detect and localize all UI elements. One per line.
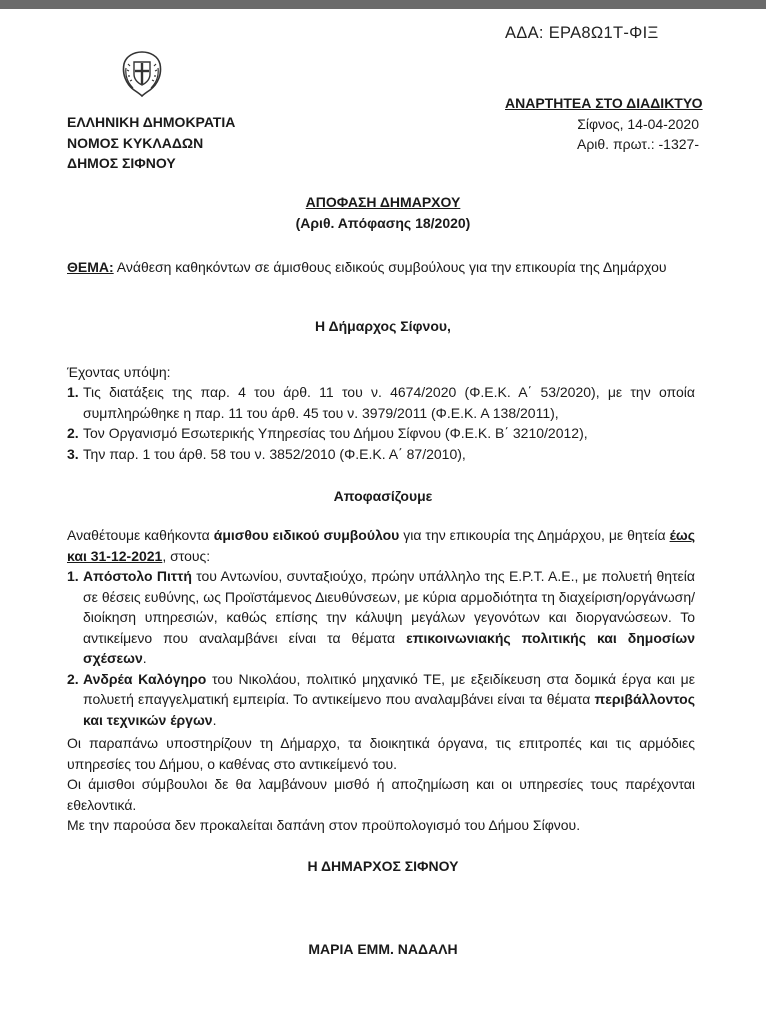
assignment-text: για την επικουρία της Δημάρχου, με θητεία xyxy=(399,527,670,543)
issuer-municipality: ΔΗΜΟΣ ΣΙΦΝΟΥ xyxy=(67,155,176,171)
considering-intro: Έχοντας υπόψη: xyxy=(67,364,171,380)
advisor-item xyxy=(67,669,695,731)
closing-paragraph: Οι παραπάνω υποστηρίζουν τη Δήμαρχο, τα διοικητικά όργανα, τις επιτροπές και τις αρμόδιες υπηρεσίες του Δήμου, ο καθένας στο αντικείμενό του. xyxy=(67,735,695,772)
term-end-date: έως και 31-12-2021 xyxy=(67,527,695,564)
advisor-item xyxy=(67,566,695,669)
document-meta xyxy=(505,93,703,155)
item-number: 3. xyxy=(67,445,79,462)
item-text: Την παρ. 1 του άρθ. 58 του ν. 3852/2010 (Φ.Ε.Κ. Α΄ 87/2010), xyxy=(83,445,466,462)
advisor-description: του Αντωνίου, συνταξιούχο, πρώην υπάλληλο της Ε.Ρ.Τ. Α.Ε., με πολυετή θητεία σε θέσεις ευθύνης, ως Προϊστάμενος Διευθύνσεων, με κύρια αρμοδιότητα τη διαχείριση/οργάνωση/διοίκηση υπηρεσιών, καθώς επίσης την κάλυψη μεγάλων γεγονότων και διοργανώσεων. Το αντικείμενο που αναλαμβάνει είναι τα θέματα xyxy=(83,568,695,646)
closing-paragraph: Οι άμισθοι σύμβουλοι δε θα λαμβάνουν μισθό ή αποζημίωση και οι υπηρεσίες τους παρέχονται εθελοντικά. xyxy=(67,776,695,813)
subject-label: ΘΕΜΑ: xyxy=(67,259,114,275)
decision-title: ΑΠΟΦΑΣΗ ΔΗΜΑΡΧΟΥ xyxy=(305,194,461,210)
closing-paragraph: Με την παρούσα δεν προκαλείται δαπάνη στον προϋπολογισμό του Δήμου Σίφνου. xyxy=(67,817,581,833)
subject-paragraph xyxy=(67,257,695,278)
protocol-number: Αριθ. πρωτ.: -1327- xyxy=(576,136,699,152)
decide-heading: Αποφασίζουμε xyxy=(333,488,433,504)
item-text: Τον Οργανισμό Εσωτερικής Υπηρεσίας του Δήμου Σίφνου (Φ.Ε.Κ. Β΄ 3210/2012), xyxy=(83,425,588,441)
advisor-area: περιβάλλοντος και τεχνικών έργων xyxy=(83,691,695,728)
mayor-heading: Η Δήμαρχος Σίφνου, xyxy=(315,318,451,334)
advisor-name: Ανδρέα Καλόγηρο xyxy=(83,670,207,687)
issuer-country: ΕΛΛΗΝΙΚΗ ΔΗΜΟΚΡΑΤΙΑ xyxy=(67,114,236,130)
closing-paragraphs xyxy=(67,733,695,836)
subject-text: Ανάθεση καθηκόντων σε άμισθους ειδικούς συμβούλους για την επικουρία της Δημάρχου xyxy=(113,259,667,275)
top-bar xyxy=(0,0,766,9)
advisor-end: . xyxy=(142,650,147,666)
assignment-text: Αναθέτουμε καθήκοντα xyxy=(67,527,214,543)
signature-name: ΜΑΡΙΑ ΕΜΜ. ΝΑΔΑΛΗ xyxy=(308,941,458,957)
advisors-list xyxy=(67,566,695,730)
decision-number: (Αριθ. Απόφασης 18/2020) xyxy=(295,215,471,231)
item-number: 1. xyxy=(67,568,79,584)
greek-coat-of-arms-icon xyxy=(120,50,164,98)
place-date: Σίφνος, 14-04-2020 xyxy=(577,115,699,132)
post-online-label: ΑΝΑΡΤΗΤΕΑ ΣΤΟ ΔΙΑΔΙΚΤΥΟ xyxy=(505,95,703,111)
advisor-description: του Νικολάου, πολιτικό μηχανικό ΤΕ, με εξειδίκευση στα δομικά έργα και με πολυετή επαγγελματική εμπειρία. Το αντικείμενο που αναλαμβάνει είναι τα θέματα xyxy=(83,670,695,707)
advisor-end: . xyxy=(212,711,217,728)
assignment-text: , στους: xyxy=(162,547,211,564)
issuer-block xyxy=(67,112,235,174)
item-number: 2. xyxy=(67,670,79,687)
assignment-paragraph xyxy=(67,525,695,566)
advisor-area: επικοινωνιακής πολιτικής και δημοσίων σχέσεων xyxy=(83,629,695,666)
considering-list xyxy=(67,382,695,464)
item-number: 2. xyxy=(67,425,79,441)
item-text: Τις διατάξεις της παρ. 4 του άρθ. 11 του ν. 4674/2020 (Φ.Ε.Κ. Α΄ 53/2020), με την οποία συμπληρώθηκε η παρ. 11 του άρθ. 45 του ν. 3979/2011 (Φ.Ε.Κ. Α 138/2011), xyxy=(83,384,695,421)
list-item xyxy=(67,444,695,465)
issuer-prefecture: ΝΟΜΟΣ ΚΥΚΛΑΔΩΝ xyxy=(67,134,204,151)
signature-title: Η ΔΗΜΑΡΧΟΣ ΣΙΦΝΟΥ xyxy=(307,858,459,874)
list-item xyxy=(67,423,695,444)
advisor-role: άμισθου ειδικού συμβούλου xyxy=(213,527,400,543)
list-item xyxy=(67,382,695,423)
ada-code: ΑΔΑ: ΕΡΑ8Ω1Τ-ΦΙΞ xyxy=(505,24,659,42)
advisor-name: Απόστολο Πιττή xyxy=(83,568,192,584)
item-number: 1. xyxy=(67,384,79,400)
